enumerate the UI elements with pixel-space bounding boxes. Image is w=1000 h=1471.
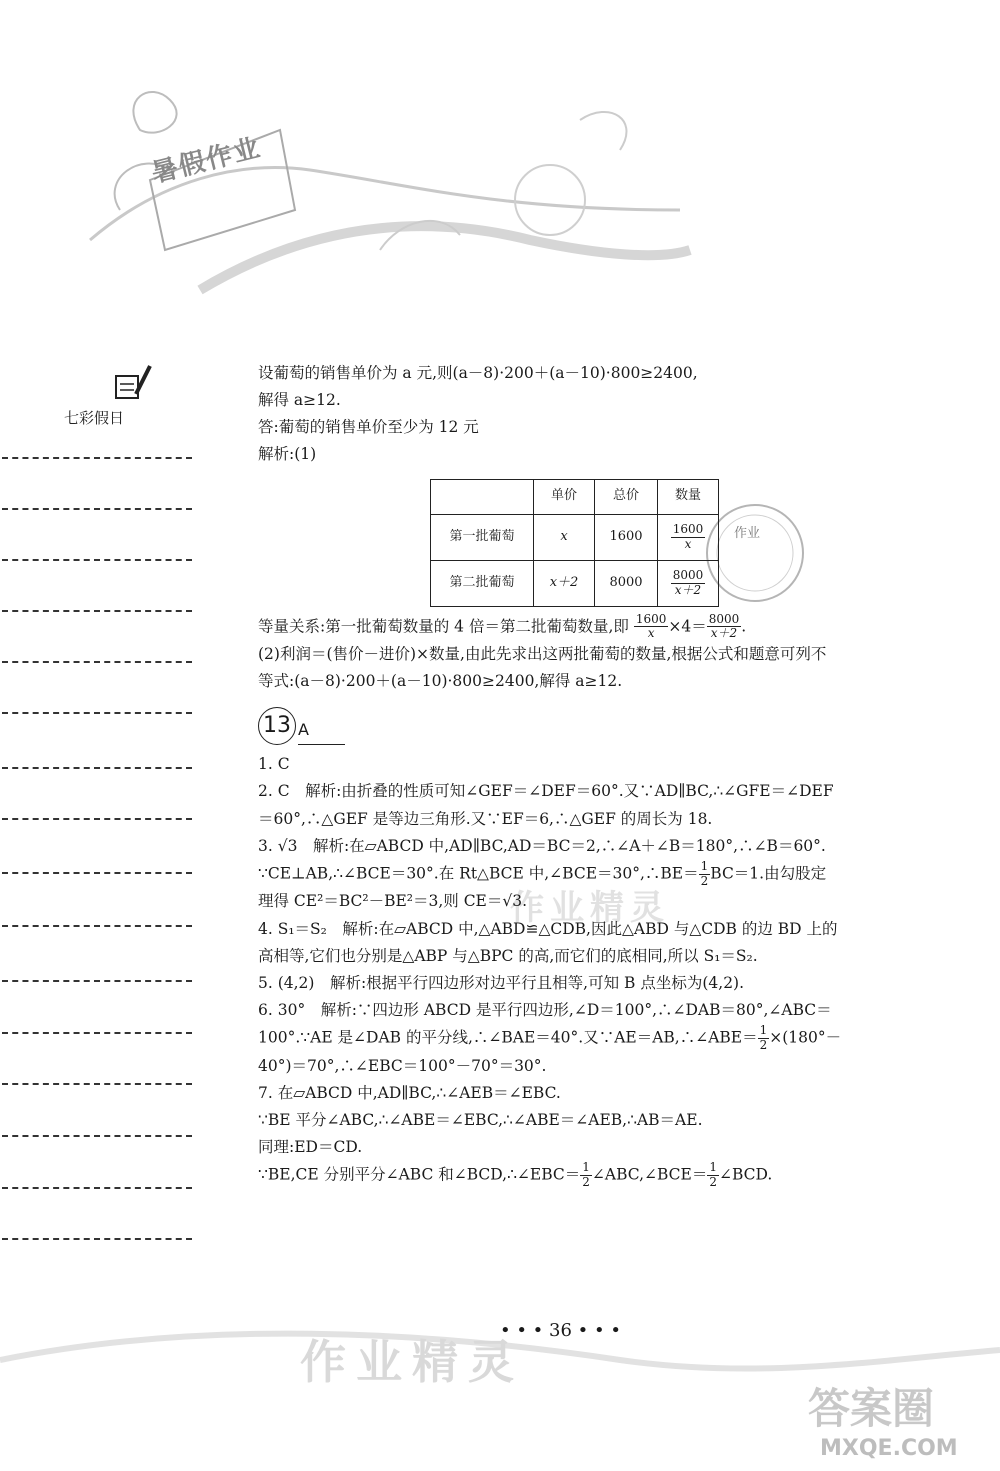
table-header-row xyxy=(431,479,719,514)
intro-line: 设葡萄的销售单价为 a 元,则(a－8)·200＋(a－10)·800≥2400, xyxy=(258,364,698,382)
table-header-cell xyxy=(431,479,534,514)
stamp-text: 作业 xyxy=(734,526,761,541)
answer-line: ＝60°,∴△GEF 是等边三角形.又∵EF＝6,∴△GEF 的周长为 18. xyxy=(258,809,713,828)
intro-line: 解得 a≥12. xyxy=(258,391,341,410)
table-cell-name: 第一批葡萄 xyxy=(431,514,534,560)
fraction-numerator: 1 xyxy=(700,858,709,873)
equation-mid: ×4＝ xyxy=(668,616,707,635)
answer-line xyxy=(258,1024,898,1053)
corner-logo-watermark: 答案圈 xyxy=(808,1384,935,1433)
table-cell-name: 第二批葡萄 xyxy=(431,560,534,606)
fraction-numerator: 1 xyxy=(582,1160,590,1175)
intro-line: 答:葡萄的销售单价至少为 12 元 xyxy=(258,418,479,437)
table-row xyxy=(431,514,719,560)
corner-url-watermark: MXQE.COM xyxy=(820,1436,958,1461)
sidebar-rule xyxy=(2,1238,192,1240)
fraction xyxy=(707,613,742,642)
answer-line: 7. 在▱ABCD 中,AD∥BC,∴∠AEB＝∠EBC. xyxy=(258,1083,561,1102)
fraction-numerator: 8000 xyxy=(672,567,704,582)
fraction xyxy=(634,613,669,642)
sidebar-rule xyxy=(2,925,192,927)
answer-text: ∵BE,CE 分别平分∠ABC 和∠BCD,∴∠EBC＝ xyxy=(258,1165,581,1184)
fraction-denominator: x xyxy=(647,626,655,641)
answer-line: 理得 CE²＝BC²－BE²＝3,则 CE＝√3. xyxy=(258,892,528,911)
answer-line: 4. S₁＝S₂ 解析:在▱ABCD 中,△ABD≌△CDB,因此△ABD 与△CDB 的边 BD 上的 xyxy=(258,919,838,938)
answer-line: 3. √3 解析:在▱ABCD 中,AD∥BC,AD＝BC＝2,∴∠A＋∠B＝180°,∴∠B＝60°. xyxy=(258,836,826,855)
page-number: • • • 36 • • • xyxy=(500,1320,621,1341)
fraction xyxy=(707,1161,719,1190)
answer-line: 高相等,它们也分别是△ABP 与△BPC 的高,而它们的底相同,所以 S₁＝S₂. xyxy=(258,946,758,965)
table-cell-qty xyxy=(658,560,719,606)
answer-text: 100°.∵AE 是∠DAB 的平分线,∴∠BAE＝40°.又∵AE＝AB,∴∠ABE＝ xyxy=(258,1028,758,1047)
sidebar-rule xyxy=(2,1083,192,1085)
table-cell-total: 1600 xyxy=(595,514,658,560)
answer-line: 40°)＝70°,∴∠EBC＝100°－70°＝30°. xyxy=(258,1056,547,1075)
answer-line: 同理:ED＝CD. xyxy=(258,1138,363,1157)
answer-line: 1. C xyxy=(258,755,290,774)
sidebar-rule xyxy=(2,661,192,663)
answer-line: 6. 30° 解析:∵四边形 ABCD 是平行四边形,∠D＝100°,∴∠DAB＝80°,∠ABC＝ xyxy=(258,1000,832,1019)
answer-line xyxy=(258,1161,898,1190)
sidebar-rule xyxy=(2,818,192,820)
fraction-denominator: 2 xyxy=(759,1037,768,1052)
equation-end: . xyxy=(741,616,747,635)
answer-text: ∠ABC,∠BCE＝ xyxy=(591,1165,708,1184)
unit-badge xyxy=(258,707,898,745)
answer-line: ∵BE 平分∠ABC,∴∠ABE＝∠EBC,∴∠ABE＝∠AEB,∴AB＝AE. xyxy=(258,1110,703,1129)
middle-watermark: 作业精灵 xyxy=(510,888,670,928)
answer-line: 2. C 解析:由折叠的性质可知∠GEF＝∠DEF＝60°.又∵AD∥BC,∴∠GFE＝∠DEF xyxy=(258,782,834,801)
sidebar-label: 七彩假日 xyxy=(64,409,125,427)
answer-line xyxy=(258,860,898,889)
equation-prefix: 等量关系:第一批葡萄数量的 4 倍＝第二批葡萄数量,即 xyxy=(258,616,629,635)
fraction xyxy=(671,569,706,598)
fraction-denominator: 2 xyxy=(700,873,709,888)
table-header-cell: 总价 xyxy=(595,479,658,514)
table-row xyxy=(431,560,719,606)
sidebar-rule xyxy=(2,508,192,510)
sidebar-rule xyxy=(2,610,192,612)
main-content xyxy=(258,360,898,1190)
table-header-cell: 数量 xyxy=(658,479,719,514)
notebook-pen-icon xyxy=(112,362,154,404)
sidebar-rule xyxy=(2,559,192,561)
answer-text: ∵CE⊥AB,∴∠BCE＝30°.在 Rt△BCE 中,∠BCE＝30°,∴BE＝ xyxy=(258,864,699,883)
sidebar-rule xyxy=(2,767,192,769)
unit-tag: A xyxy=(298,716,345,745)
table-cell-total: 8000 xyxy=(595,560,658,606)
fraction xyxy=(580,1161,592,1190)
answer-text: ×(180°－ xyxy=(769,1028,842,1047)
fraction-denominator: x＋2 xyxy=(710,626,738,641)
bottom-watermark: 作业精灵 xyxy=(300,1335,524,1389)
fraction-numerator: 1600 xyxy=(635,611,667,626)
fraction xyxy=(758,1024,770,1053)
fraction xyxy=(699,860,711,889)
fraction-denominator: x＋2 xyxy=(674,582,702,597)
sidebar-rule xyxy=(2,980,192,982)
sidebar-rule xyxy=(2,1032,192,1034)
fraction-denominator: x xyxy=(684,536,692,551)
fraction-denominator: 2 xyxy=(709,1174,717,1189)
intro-line: 解析:(1) xyxy=(258,445,317,464)
fraction-numerator: 1 xyxy=(709,1160,717,1175)
table-cell-price: x xyxy=(534,514,595,560)
answer-text: BC＝1.由勾股定 xyxy=(710,864,827,883)
fraction-numerator: 1 xyxy=(759,1023,768,1038)
grape-table xyxy=(430,479,719,607)
sidebar-rule xyxy=(2,1187,192,1189)
sidebar-rule xyxy=(2,872,192,874)
analysis-line: (2)利润＝(售价－进价)×数量,由此先求出这两批葡萄的数量,根据公式和题意可列不 xyxy=(258,645,827,664)
fraction-numerator: 8000 xyxy=(708,611,740,626)
answer-text: ∠BCD. xyxy=(719,1165,773,1184)
table-cell-price: x＋2 xyxy=(534,560,595,606)
table-cell-qty xyxy=(658,514,719,560)
answer-line: 5. (4,2) 解析:根据平行四边形对边平行且相等,可知 B 点坐标为(4,2). xyxy=(258,973,745,992)
sidebar-rule xyxy=(2,457,192,459)
sidebar-rule xyxy=(2,1135,192,1137)
sidebar-rule xyxy=(2,712,192,714)
table-header-cell: 单价 xyxy=(534,479,595,514)
fraction-numerator: 1600 xyxy=(672,521,704,536)
header-title: 暑假作业 xyxy=(148,132,265,190)
fraction xyxy=(671,523,706,552)
analysis-line: 等式:(a－8)·200＋(a－10)·800≥2400,解得 a≥12. xyxy=(258,672,623,691)
equation-line xyxy=(258,613,898,642)
unit-number: 13 xyxy=(258,707,296,745)
fraction-denominator: 2 xyxy=(582,1174,590,1189)
